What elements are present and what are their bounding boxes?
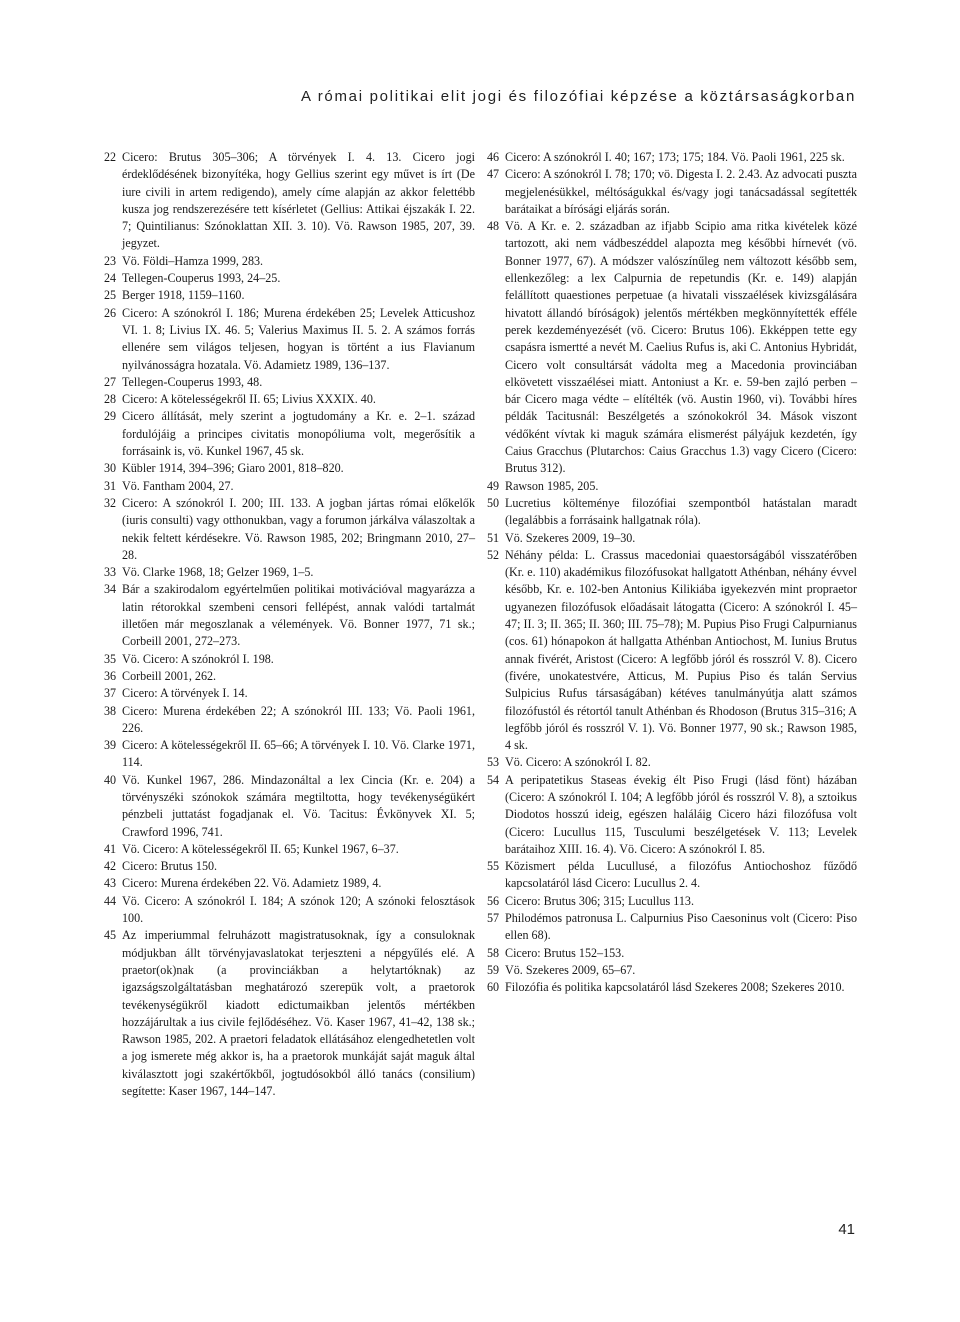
footnote (104, 858, 475, 875)
footnote (104, 305, 475, 374)
footnote (487, 754, 857, 771)
footnote-text: Vö. Cicero: A szónokról I. 198. (122, 651, 274, 666)
footnote (487, 547, 857, 755)
footnote-number: 35 (104, 651, 117, 666)
footnote-text: Vö. Kunkel 1967, 286. Mindazonáltal a lex Cincia (Kr. e. 204) a törvényszéki szónokok számára megtiltotta, hogy tevékenységükért pénzbeli juttatást fogadjanak el. Vö. Tacitus: Évkönyvek XI. 5; Crawford 1996, 741. (122, 772, 475, 839)
footnote-text: Vö. Cicero: A kötelességekről II. 65; Kunkel 1967, 6–37. (122, 841, 399, 856)
footnote (104, 149, 475, 253)
footnote-number: 32 (104, 495, 117, 510)
footnote (104, 253, 475, 270)
footnote-text: Vö. A Kr. e. 2. században az ifjabb Scipio ama ritka kivételek közé tartozott, aki nem vádbeszéddel alapozta meg későbbi hírnevét (vö. Bonner 1977, 67). A módszer valószínűleg nem változott később sem, ellenkezőleg: a lex Calpurnia de repetundis (Kr. e. 149) alapján felállított quaestiones perpetuae (a hivatali visszaélések kivizsgálására hivatott állandó bíróságok) jelentős mértékben megkönnyítették efféle perek kezdeményezését (vö. Cicero: Brutus 106). Ekképpen tette egy csapásra ismertté a nevét M. Caelius Rufus is, aki C. Antonius Hybridát, Cicero volt consultársát vádolta meg a Macedonia provinciában elkövetett visszaélései miatt. Antoniust a Kr. e. 59-ben zajló perben – bár Cicero maga védte – elítélték (vö. Austin 1960, vi). További híres példák Tacitusnál: Beszélgetés a szónokokról 34. Mások viszont védőként vívtak ki maguk számára elismerést pályájuk kezdetén, így Caius Gracchus (Plutarchos: Caius Gracchus 1.3) vagy Cicero (Cicero: Brutus 312). (505, 219, 857, 476)
footnote (487, 149, 857, 166)
footnote (104, 374, 475, 391)
footnote (104, 875, 475, 892)
footnote-text: Cicero: Brutus 152–153. (505, 945, 625, 960)
footnote-text: Cicero: Brutus 306; 315; Lucullus 113. (505, 893, 695, 908)
footnote-number: 33 (104, 565, 117, 580)
footnote-number: 49 (487, 478, 500, 493)
footnote (104, 841, 475, 858)
footnote-number: 55 (487, 859, 500, 874)
footnote-text: Filozófia és politika kapcsolatáról lásd Szekeres 2008; Szekeres 2010. (505, 980, 845, 995)
footnote-text: Az imperiummal felruházott magistratusoknak, így a consuloknak módjukban állt törvényjavaslatokat terjeszteni a népgyűlés elé. A praetor(ok)nak (a provinciákban a helytartóknak) az igazságszolgáltatásban meghatározó szerepük volt, a praetorok tevékenységükről kiadott edictumaikban jelentős mértékben hozzájárultak a ius civile fejlődéséhez. Vö. Kaser 1967, 41–42, 138 sk.; Rawson 1985, 202. A praetori feladatok ellátásához elengedhetetlen volt a jog ismerete még akkor is, ha a praetorok munkáját saját maguk által kiválasztott jogi szakértőkből, jogtudósokból álló tanács (consilium) segítette: Kaser 1967, 144–147. (122, 928, 475, 1099)
footnote (487, 166, 857, 218)
footnote-number: 51 (487, 530, 500, 545)
footnote-text: Cicero: A kötelességekről II. 65–66; A törvények I. 10. Vö. Clarke 1971, 114. (122, 738, 475, 770)
footnote-text: Néhány példa: L. Crassus macedoniai quaestorságából visszatérőben (Kr. e. 110) akadémikus filozófusokat hallgatott Athénban, néhány évvel később, Kr. e. 102-ben Antonius Kilikiába igyekezvén mint propraetor ugyanezen filozófusok előadásait látogatta (Cicero: A szónokról I. 45–47; II. 3; II. 365; II. 360; III. 75–78); M. Pupius Piso Frugi Calpurnianus (cos. 61) hónapokon át hallgatta Athénban Antiochost, M. Iunius Brutus annak fivérét, Aristost (Cicero: A legfőbb jóról és rosszról V. 8). Cicero (fivére, unokatestvére, Atticus, M. Pupius Piso és talán Servius Sulpicius Rufus társaságában) kétéves tanulmányútja alatt számos filozófustól és rétortól tanult Athénban és Rhodoson (Brutus 315–316; A legfőbb jóról és rosszról V. 1). Vö. Bonner 1977, 90 sk.; Rawson 1985, 4 sk. (505, 547, 857, 753)
footnote (104, 668, 475, 685)
footnote-number: 29 (104, 409, 117, 424)
footnote (104, 391, 475, 408)
footnote-number: 24 (104, 271, 117, 286)
footnote (487, 962, 857, 979)
footnote (104, 270, 475, 287)
footnote-text: Cicero: A szónokról I. 78; 170; vö. Digesta I. 2. 2.43. Az advocati puszta megjelenésükkel, méltóságukkal és/vagy jogi tanácsadással segítették barátaikat a bírósági eljárás során. (505, 167, 857, 216)
footnote-text: Vö. Cicero: A szónokról I. 82. (505, 755, 651, 770)
footnote (104, 287, 475, 304)
footnote (487, 910, 857, 945)
footnote-number: 23 (104, 253, 117, 268)
footnote-number: 53 (487, 755, 500, 770)
footnote (104, 927, 475, 1100)
footnote-number: 43 (104, 876, 117, 891)
footnotes-right-column (487, 149, 857, 997)
footnote (104, 737, 475, 772)
footnote (487, 530, 857, 547)
footnote (487, 772, 857, 858)
footnote (104, 564, 475, 581)
footnote-text: Cicero állítását, mely szerint a jogtudomány a Kr. e. 2–1. század fordulójáig a principes civitatis monopóliuma volt, megerősítik a forrásaink is, vö. Kunkel 1967, 45 sk. (122, 409, 475, 459)
footnote-number: 48 (487, 219, 500, 234)
footnote-text: Philodémos patronusa L. Calpurnius Piso Caesoninus volt (Cicero: Piso ellen 68). (505, 911, 857, 943)
footnote-text: Cicero: Murena érdekében 22. Vö. Adamietz 1989, 4. (122, 876, 382, 891)
footnote (487, 495, 857, 530)
footnote-number: 60 (487, 980, 500, 995)
footnote-text: Cicero: A szónokról I. 186; Murena érdekében 25; Levelek Atticushoz VI. 1. 8; Livius IX. 46. 5; Valerius Maximus II. 5. 2. A számos forrás ellenére sem világos teljesen, hogyan is történt a ius Flavianum nyilvánosságra hozatala. Vö. Adamietz 1989, 136–137. (122, 305, 475, 372)
footnote-text: Cicero: Brutus 150. (122, 859, 218, 874)
footnote-number: 45 (104, 928, 117, 943)
footnote-number: 39 (104, 738, 117, 753)
footnote (104, 408, 475, 460)
footnote-number: 36 (104, 668, 117, 683)
footnote-number: 47 (487, 167, 500, 182)
footnote (104, 893, 475, 928)
footnotes-left-column (104, 149, 475, 1100)
footnote-text: Corbeill 2001, 262. (122, 668, 217, 683)
footnote-text: Cicero: Murena érdekében 22; A szónokról III. 133; Vö. Paoli 1961, 226. (122, 703, 475, 735)
footnote-number: 54 (487, 772, 500, 787)
footnote-number: 34 (104, 582, 117, 597)
footnote-number: 42 (104, 859, 117, 874)
footnote-number: 57 (487, 911, 500, 926)
footnote-number: 44 (104, 893, 117, 908)
footnote (104, 772, 475, 841)
footnote (487, 893, 857, 910)
footnote (104, 703, 475, 738)
footnote-text: Cicero: A szónokról I. 200; III. 133. A jogban jártas római előkelők (iuris consulti) vagy otthonukban, vagy a forumon járkálva válaszoltak a nekik feltett kérdésekre. Vö. Rawson 1985, 202; Bringmann 2010, 27–28. (122, 495, 475, 562)
footnote-text: Vö. Szekeres 2009, 19–30. (505, 530, 636, 545)
footnote-text: Közismert példa Lucullusé, a filozófus Antiochoshoz fűződő kapcsolatáról lásd Cicero: Lucullus 2. 4. (505, 859, 857, 891)
footnote-text: Cicero: Brutus 305–306; A törvények I. 4. 13. Cicero jogi érdeklődésének bizonyítéka, hogy Gellius szerint egy művet is írt (De iure civili in artem redigendo), amely címe alapján az akkor felettébb kusza jog rendszerezésére tett kísérletet (Gellius: Attikai éjszakák I. 22. 7; Quintilianus: Szónoklattan XII. 3. 10). Vö. Rawson 1985, 207, 39. jegyzet. (122, 150, 475, 251)
footnote (104, 460, 475, 477)
footnote-text: Bár a szakirodalom egyértelműen politikai motivációval magyarázza a latin rétorokkal szembeni censori fellépést, annak valódi tartalmát illetően már megoszlanak a vélemények. Vö. Bonner 1977, 71 sk.; Corbeill 2001, 272–273. (122, 582, 475, 649)
running-header: A római politikai elit jogi és filozófiai képzése a köztársaságkorban (300, 88, 856, 105)
footnote-text: Vö. Szekeres 2009, 65–67. (505, 962, 636, 977)
footnote-number: 37 (104, 686, 117, 701)
footnote-text: Berger 1918, 1159–1160. (122, 288, 245, 303)
footnote-number: 38 (104, 703, 117, 718)
footnote (104, 685, 475, 702)
footnote-text: Vö. Fantham 2004, 27. (122, 478, 234, 493)
footnote-number: 31 (104, 478, 117, 493)
footnote-text: Rawson 1985, 205. (505, 478, 599, 493)
footnote (487, 858, 857, 893)
footnote (104, 495, 475, 564)
footnote (487, 945, 857, 962)
footnote-text: Cicero: A kötelességekről II. 65; Livius XXXIX. 40. (122, 392, 376, 407)
footnote-number: 22 (104, 150, 117, 164)
footnote-number: 50 (487, 495, 500, 510)
footnote-text: Cicero: A törvények I. 14. (122, 686, 248, 701)
footnote-text: Tellegen-Couperus 1993, 48. (122, 374, 263, 389)
page-number: 41 (838, 1221, 855, 1238)
footnote-number: 58 (487, 945, 500, 960)
footnote-number: 52 (487, 547, 500, 562)
footnote-text: Tellegen-Couperus 1993, 24–25. (122, 271, 281, 286)
footnote-number: 46 (487, 150, 500, 164)
footnote (487, 478, 857, 495)
footnote-number: 27 (104, 374, 117, 389)
footnote (104, 581, 475, 650)
footnote-number: 56 (487, 893, 500, 908)
footnote-number: 26 (104, 305, 117, 320)
footnote-number: 41 (104, 841, 117, 856)
footnote-number: 40 (104, 772, 117, 787)
footnote-text: Kübler 1914, 394–396; Giaro 2001, 818–820. (122, 461, 344, 476)
footnote-number: 28 (104, 392, 117, 407)
footnote (487, 218, 857, 477)
footnote-number: 25 (104, 288, 117, 303)
footnote-text: Vö. Földi–Hamza 1999, 283. (122, 253, 264, 268)
footnote (487, 979, 857, 996)
footnote (104, 478, 475, 495)
footnote-text: Vö. Clarke 1968, 18; Gelzer 1969, 1–5. (122, 565, 314, 580)
footnote-number: 59 (487, 962, 500, 977)
footnote-number: 30 (104, 461, 117, 476)
footnote-text: Lucretius költeménye filozófiai szempontból hatástalan maradt (legalábbis a forrásaink hallgatnak róla). (505, 495, 857, 528)
footnote-text: Cicero: A szónokról I. 40; 167; 173; 175; 184. Vö. Paoli 1961, 225 sk. (505, 150, 845, 164)
footnote-text: Vö. Cicero: A szónokról I. 184; A szónok 120; A szónoki felosztások 100. (122, 893, 475, 926)
footnote-text: A peripatetikus Staseas évekig élt Piso Frugi (lásd fönt) házában (Cicero: A szónokról I. 104; A legfőbb jóról és rosszról V. 8), a sztoikus Diodotos hosszú ideig, egészen haláláig Cicero házi filozófusa volt (Cicero: Lucullus 115, Tusculumi beszélgetések V. 113; Levelek barátaihoz XIII. 16. 4). Vö. Cicero: A szónokról I. 85. (505, 772, 857, 856)
footnote (104, 651, 475, 668)
